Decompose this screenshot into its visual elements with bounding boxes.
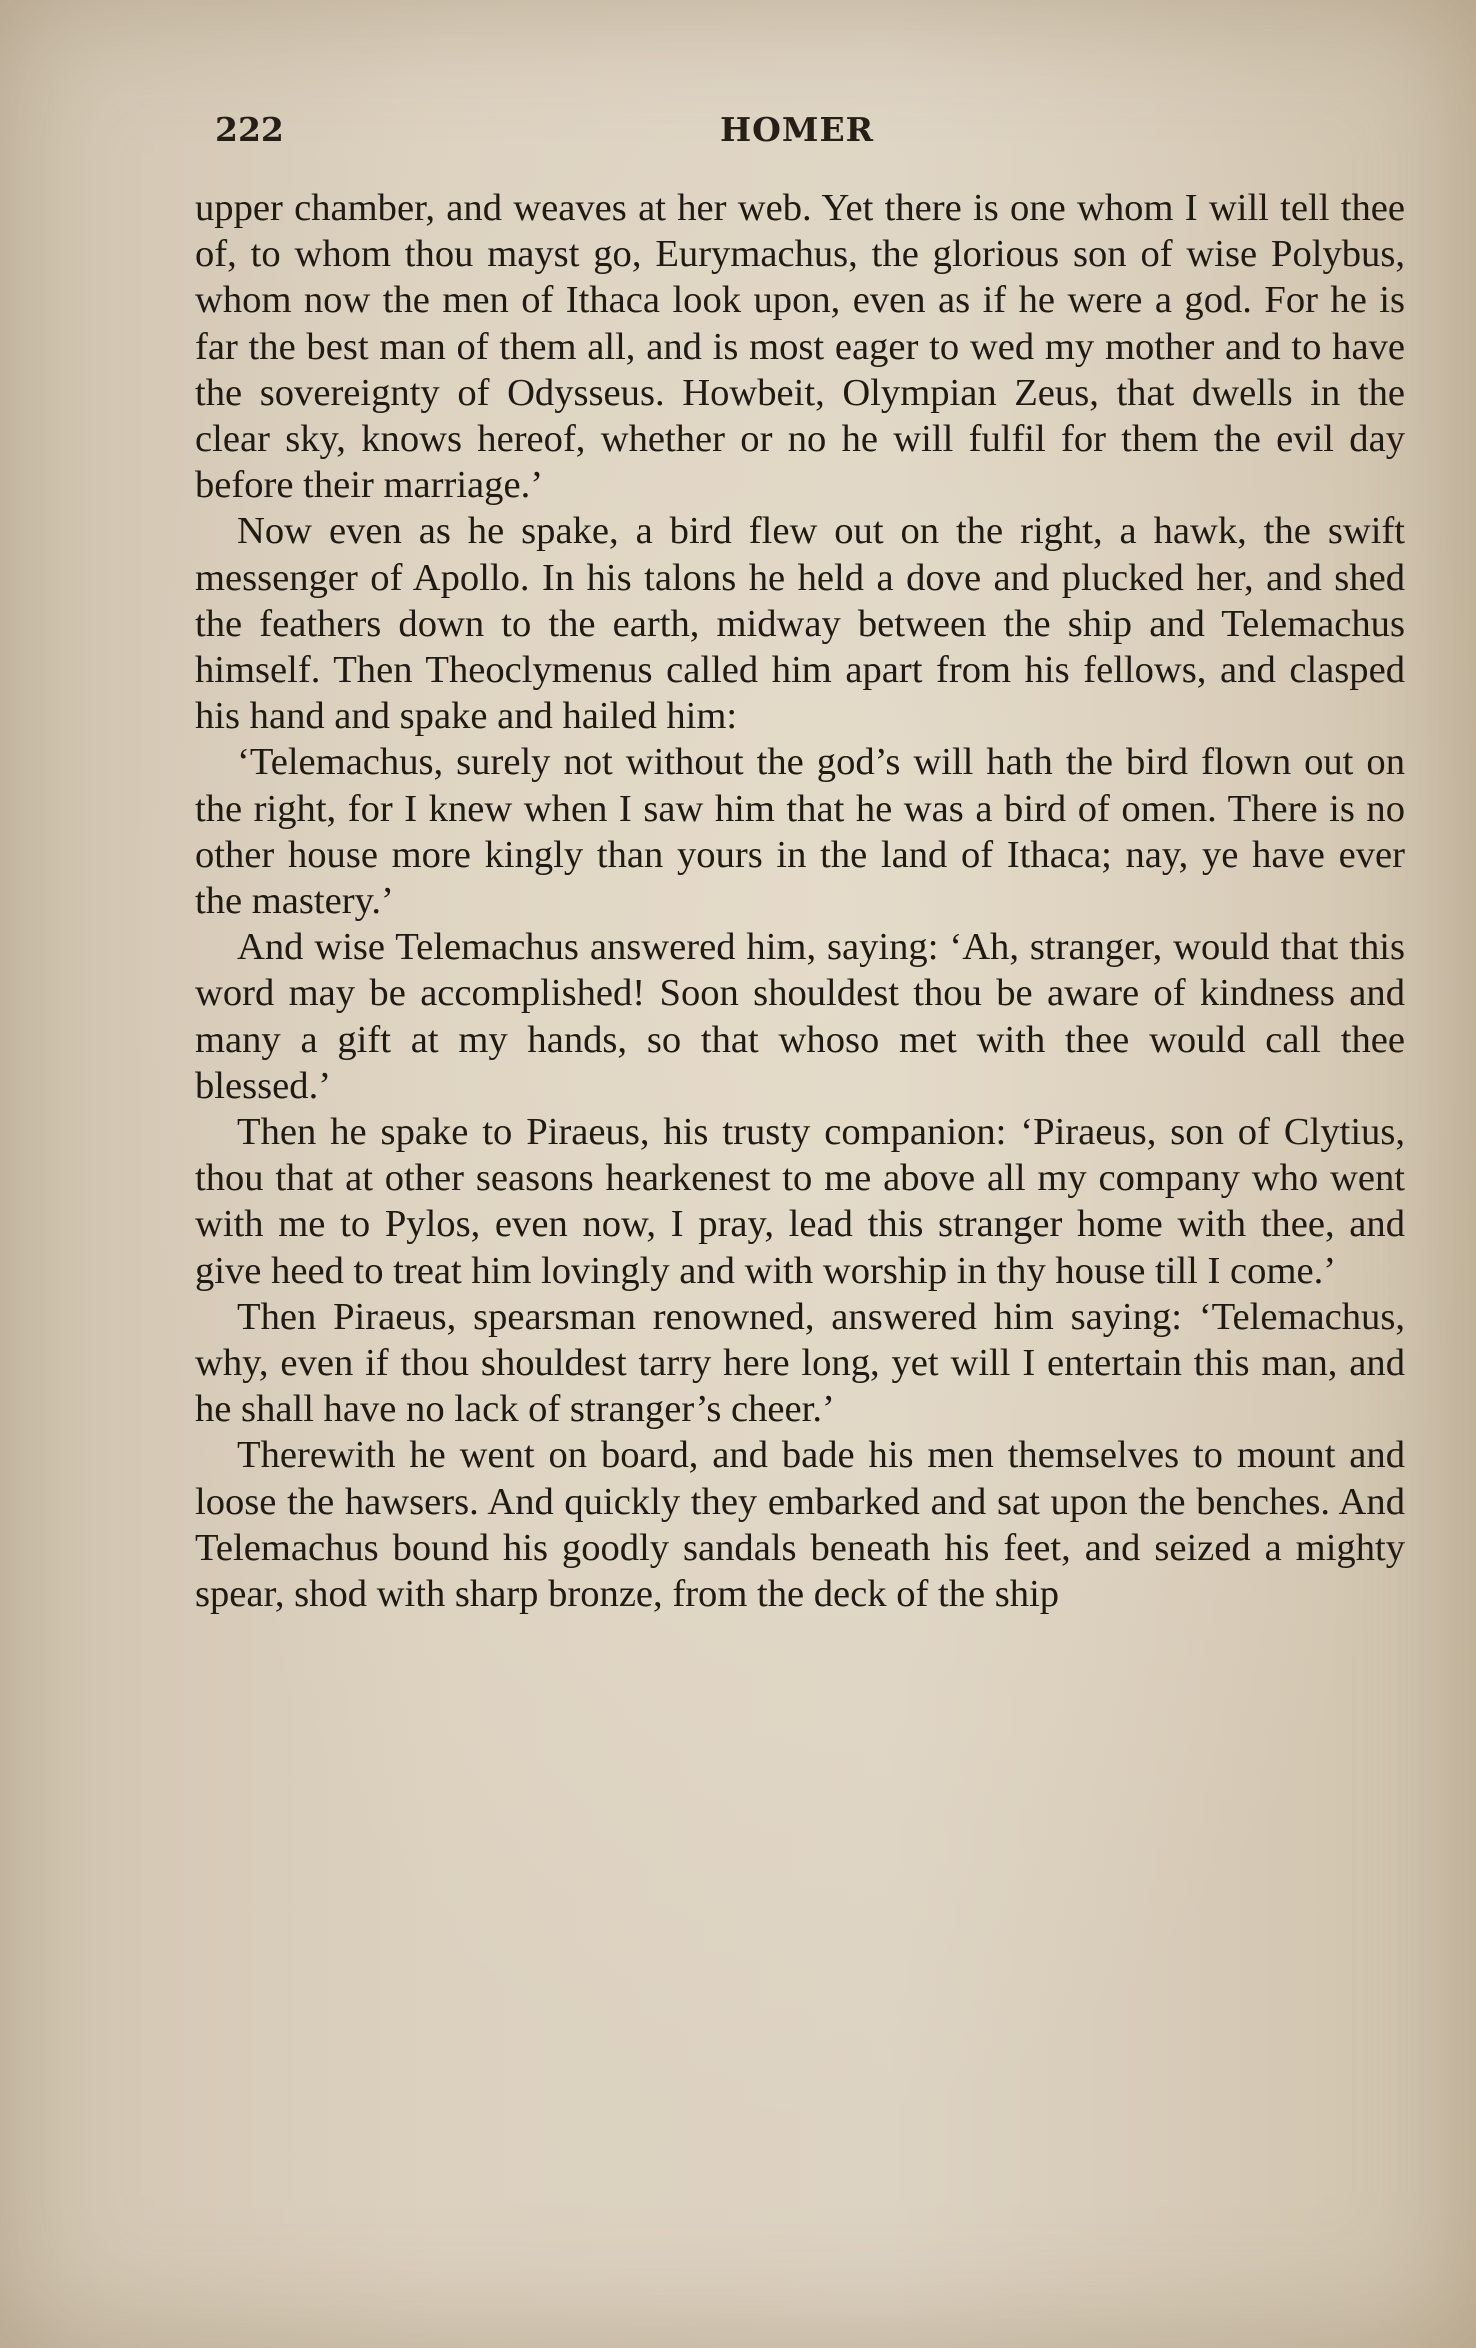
paragraph: Then Piraeus, spearsman renowned, answered him saying: ‘Telemachus, why, even if thou shouldest tarry here long, yet will I entertain this man, and he shall have no lack of stranger’s cheer.’ <box>195 1295 1405 1431</box>
paragraph: Now even as he spake, a bird flew out on the right, a hawk, the swift messenger of Apollo. In his talons he held a dove and plucked her, and shed the feathers down to the earth, midway between the ship and Telemachus himself. Then Theoclymenus called him apart from his fellows, and clasped his hand and spake and hailed him: <box>195 510 1405 738</box>
page-number: 222 <box>215 110 284 149</box>
paragraph: Then he spake to Piraeus, his trusty companion: ‘Piraeus, son of Clytius, thou that at other seasons hearkenest to me above all my company who went with me to Pylos, even now, I pray, lead this stranger home with thee, and give heed to treat him lovingly and with worship in thy house till I come.’ <box>195 1111 1405 1292</box>
paragraph: ‘Telemachus, surely not without the god’s will hath the bird flown out on the right, for I knew when I saw him that he was a bird of omen. There is no other house more kingly than yours in the land of Ithaca; nay, ye have ever the mastery.’ <box>195 741 1405 923</box>
paragraph: upper chamber, and weaves at her web. Yet there is one whom I will tell thee of, to whom thou mayst go, Eurymachus, the glorious son of wise Polybus, whom now the men of Ithaca look upon, even as if he were a god. For he is far the best man of them all, and is most eager to wed my mother and to have the sovereignty of Odysseus. Howbeit, Olympian Zeus, that dwells in the clear sky, knows hereof, whether or no he will fulfil for them the evil day before their marriage.’ <box>195 187 1405 507</box>
paragraph: And wise Telemachus answered him, saying: ‘Ah, stranger, would that this word may be accomplished! Soon shouldest thou be aware of kindness and many a gift at my hands, so that whoso met with thee would call thee blessed.’ <box>195 926 1405 1107</box>
paragraph: Therewith he went on board, and bade his men themselves to mount and loose the hawsers. And quickly they embarked and sat upon the benches. And Telemachus bound his goodly sandals beneath his feet, and seized a mighty spear, shod with sharp bronze, from the deck of the ship <box>195 1434 1405 1616</box>
running-title: HOMER <box>720 110 875 149</box>
body-text <box>195 185 1405 1617</box>
running-head <box>215 110 1400 170</box>
